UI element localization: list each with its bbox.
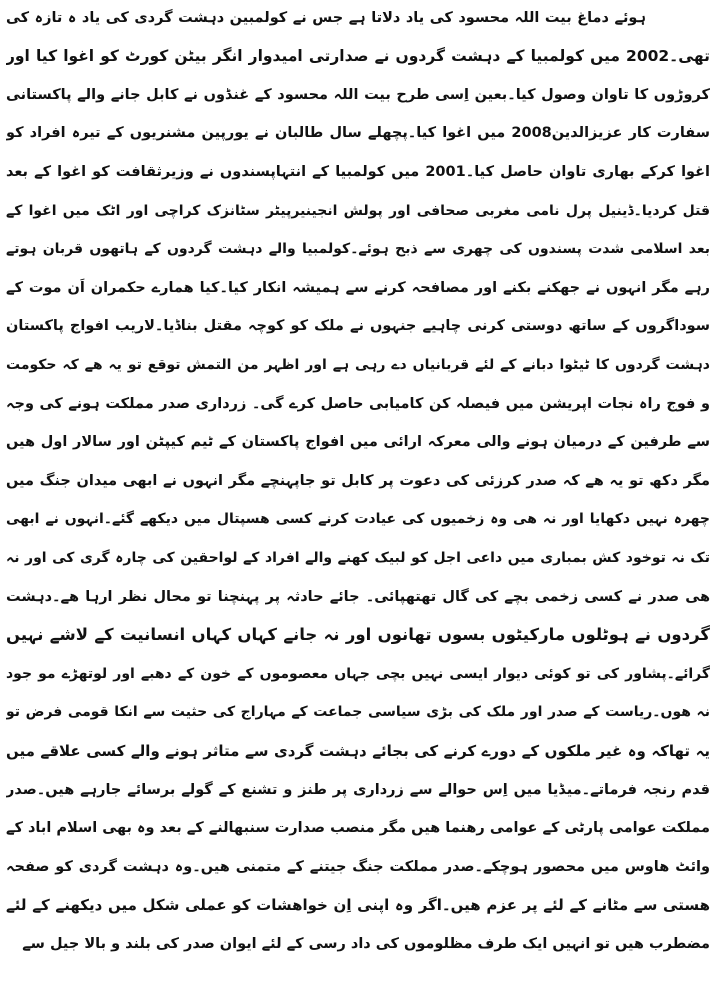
text-line: کروڑوں کا تاوان وصول کیا۔بعین اِسی طرح بیت اللہ محسود کے غنڈوں نے کابل جانے والے پاکستانی	[6, 87, 710, 103]
text-line: مملکت عوامی پارٹی کے عوامی رھنما ھیں مگر منصب صدارت سنبھالنے کے بعد وہ بھی اسلام اباد کے	[6, 820, 710, 836]
text-line: نہ ھوں۔ریاست کے صدر اور ملک کی بڑی سیاسی جماعت کے مہاراج کی حثیت سے انکا قومی فرض تو	[6, 704, 710, 720]
text-line: قتل کردیا۔ڈینیل پرل نامی مغربی صحافی اور پولش انجینیرپیٹر سٹانزک کراچی اور اٹک میں اغوا کے	[6, 203, 710, 219]
text-line: مگر دکھ تو یہ ھے کہ صدر کرزئی کی دعوت پر کابل تو جاپہنچے مگر انہوں نے ابھی میدان جنگ میں	[6, 473, 710, 489]
text-line: گرائے۔پشاور کی تو کوئی دیوار ایسی نہیں بچی جہاں معصوموں کے خون کے دھبے اور لوتھڑے مو جود	[6, 666, 710, 682]
text-line: بعد اسلامی شدت پسندوں کی چھری سے ذبح ہوئے۔کولمبیا والے دہشت گردوں کے ہاتھوں قربان ہوتے	[6, 241, 710, 257]
text-line: اغوا کرکے بھاری تاوان حاصل کیا۔2001 میں کولمبیا کے انتہاپسندوں نے وزیرثقافت کو اغوا کے بعد	[6, 164, 710, 180]
text-line: دہشت گردوں کا ٹیٹوا دبانے کے لئے قربانیاں دے رہی ہے اور اظہر من التمش توقع تو یہ ھے کہ حکومت	[6, 357, 710, 373]
text-line: مضطرب ھیں تو انہیں ایک طرف مظلوموں کی داد رسی کے لئے ایوان صدر کی بلند و بالا جیل سے	[22, 936, 710, 952]
text-line: قدم رنجہ فرماتے۔میڈیا میں اِس حوالے سے زرداری پر طنز و تشنع کے گولے برسائے جارہے ھیں۔صدر	[6, 782, 710, 798]
text-line: وائٹ ھاوس میں محصور ہوچکے۔صدر مملکت جنگ جیتنے کے متمنی ھیں۔وہ دہشت گردی کو صفحہ	[6, 859, 710, 875]
text-line: ھستی سے مٹانے کے لئے پر عزم ھیں۔اگر وہ اپنی اِن خواھشات کو عملی شکل میں دیکھنے کے لئے	[6, 896, 710, 914]
text-line: چھرہ نہیں دکھایا اور نہ ھی وہ زخمیوں کی عیادت کرنے کسی ھسپتال میں دیکھے گئے۔انہوں نے ابھی	[6, 511, 710, 527]
text-line: سے طرفین کے درمیان ہونے والی معرکہ ارائی میں افواج پاکستان کے ٹیم کیپٹن اور سالار اول ھیں	[6, 434, 710, 450]
text-line: سفارت کار عزیزالدین2008 میں اغوا کیا۔پچھلے سال طالبان نے یورپین مشنریوں کے تیرہ افراد کو	[6, 125, 710, 141]
text-line: سوداگروں کے ساتھ دوستی کرنی چاہیے جنہوں نے ملک کو کوچہ مقتل بناڈیا۔لاریب افواج پاکستان	[6, 318, 710, 334]
text-line: ھی صدر نے کسی زخمی بچے کی گال تھتھپائی۔ جائے حادثہ پر پہنچنا تو محال نظر ارہا ھے۔دہشت	[6, 589, 710, 605]
text-line: تک نہ توخود کش بمباری میں داعی اجل کو لبیک کھنے والے افراد کے لواحقین کی چارہ گری کی اور نہ	[6, 550, 710, 566]
text-line: گردوں نے ہوٹلوں مارکیٹوں بسوں تھانوں اور نہ جانے کہاں کہاں انسانیت کے لاشے نہیں	[6, 625, 710, 644]
text-line: و فوج راہ نجات اپریشن میں فیصلہ کن کامیابی حاصل کرے گی۔ زرداری صدر مملکت ہونے کی وجہ	[6, 396, 710, 412]
text-line: ہوئے دماغ بیت اللہ محسود کی یاد دلاتا ہے جس نے کولمبین دہشت گردی کی یاد ہ تازہ کی	[6, 10, 646, 26]
text-line: رہے مگر انہوں نے جھکنے بکنے اور مصافحہ کرنے سے ہمیشہ انکار کیا۔کیا ھمارے حکمران اَن موت کے	[6, 280, 710, 296]
text-line: یہ تھاکہ وہ غیر ملکوں کے دورے کرنے کی بجائے دہشت گردی سے متاثر ہونے والے کسی علاقے میں	[6, 742, 710, 760]
text-line: تھی۔2002 میں کولمبیا کے دہشت گردوں نے صدارتی امیدوار انگر بیٹن کورٹ کو اغوا کیا اور	[6, 47, 710, 65]
